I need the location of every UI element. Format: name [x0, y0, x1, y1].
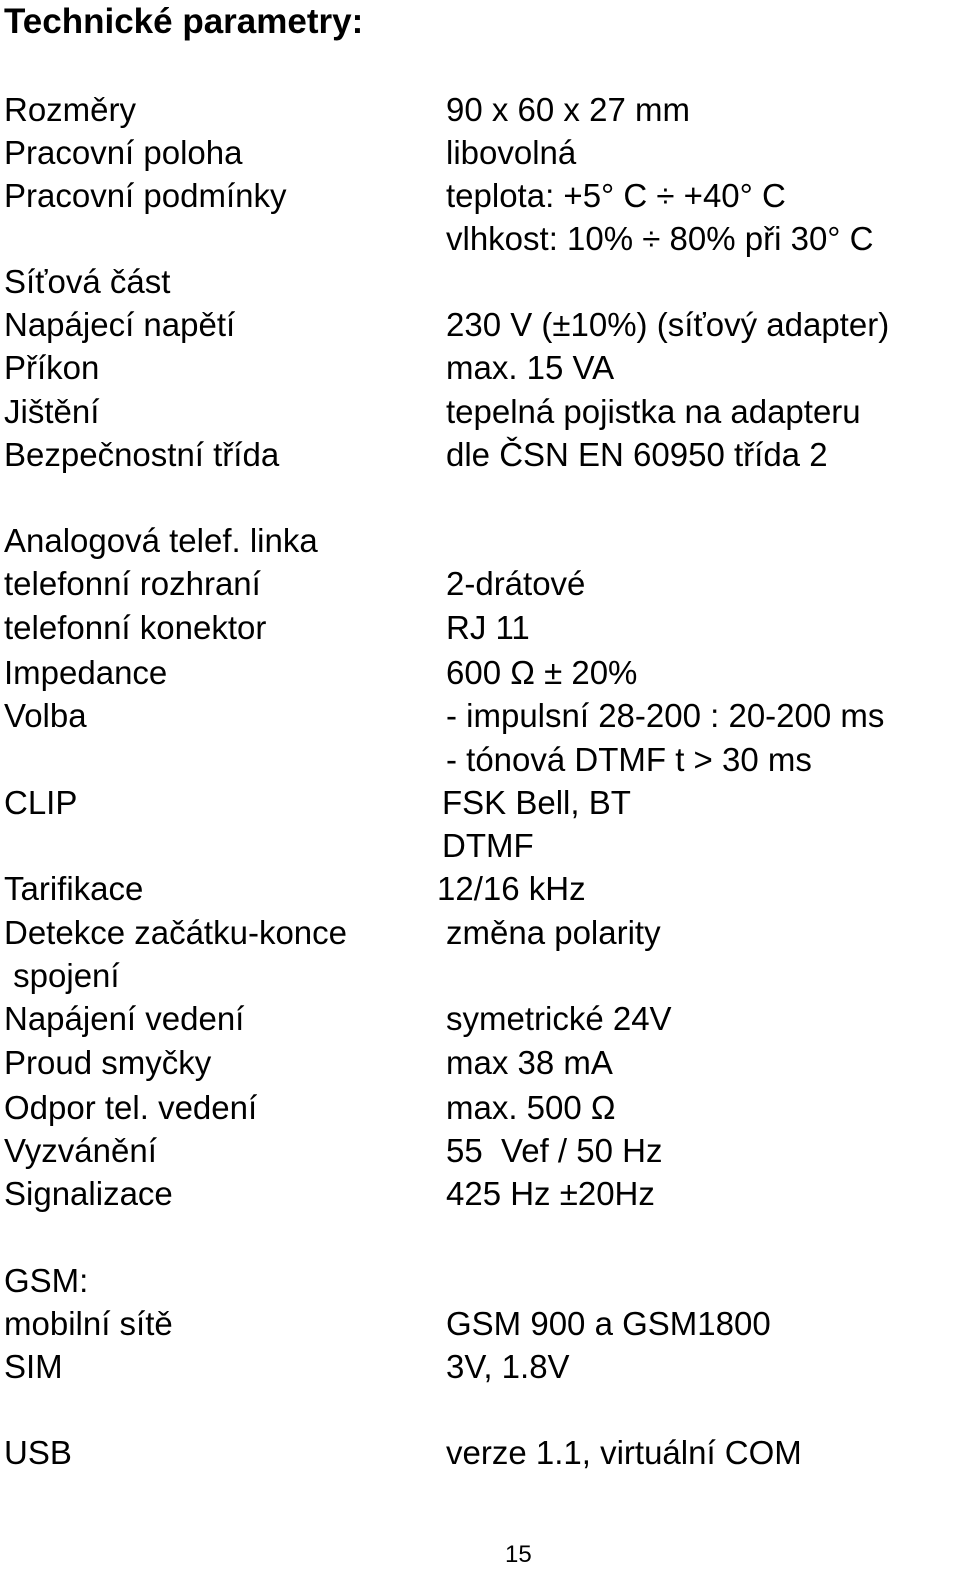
spec-value-mobile-networks: GSM 900 a GSM1800: [446, 1305, 771, 1342]
spec-label-call-detection-cont: spojení: [4, 957, 120, 994]
spec-value-ringing: 55 Vef / 50 Hz: [446, 1132, 663, 1169]
spec-label-metering: Tarifikace: [4, 870, 144, 907]
spec-label-line-resistance: Odpor tel. vedení: [4, 1089, 258, 1126]
spec-value-loop-current: max 38 mA: [446, 1044, 613, 1081]
spec-value-operating-position: libovolná: [446, 134, 577, 171]
spec-label-usb: USB: [4, 1434, 72, 1471]
spec-label-operating-position: Pracovní poloha: [4, 134, 243, 171]
spec-label-phone-interface: telefonní rozhraní: [4, 565, 261, 602]
spec-value-dimensions: 90 x 60 x 27 mm: [446, 91, 690, 128]
section-heading-gsm: GSM:: [4, 1262, 89, 1299]
spec-value-line-resistance: max. 500 Ω: [446, 1089, 616, 1126]
spec-label-clip: CLIP: [4, 784, 78, 821]
spec-value-input-power: max. 15 VA: [446, 349, 615, 386]
spec-label-sim: SIM: [4, 1348, 63, 1385]
spec-label-operating-conditions: Pracovní podmínky: [4, 177, 287, 214]
spec-label-phone-connector: telefonní konektor: [4, 609, 267, 646]
spec-value-metering: 12/16 kHz: [437, 870, 586, 907]
spec-label-dimensions: Rozměry: [4, 91, 137, 128]
spec-label-fuse: Jištění: [4, 393, 100, 430]
spec-label-input-power: Příkon: [4, 349, 100, 386]
spec-value-call-detection: změna polarity: [446, 914, 661, 951]
spec-label-ringing: Vyzvánění: [4, 1132, 157, 1169]
page-title: Technické parametry:: [4, 2, 364, 41]
spec-value-sim: 3V, 1.8V: [446, 1348, 570, 1385]
spec-value-safety-class: dle ČSN EN 60950 třída 2: [446, 436, 828, 473]
spec-value-humidity: vlhkost: 10% ÷ 80% při 30° C: [446, 220, 874, 257]
section-heading-analog-line: Analogová telef. linka: [4, 522, 318, 559]
spec-label-impedance: Impedance: [4, 654, 168, 691]
spec-value-signaling: 425 Hz ±20Hz: [446, 1175, 655, 1212]
spec-value-phone-interface: 2-drátové: [446, 565, 586, 602]
spec-value-clip-fsk: FSK Bell, BT: [442, 784, 631, 821]
spec-value-supply-voltage: 230 V (±10%) (síťový adapter): [446, 306, 890, 343]
spec-value-line-power: symetrické 24V: [446, 1000, 672, 1037]
spec-label-line-power: Napájení vedení: [4, 1000, 245, 1037]
spec-label-supply-voltage: Napájecí napětí: [4, 306, 236, 343]
spec-value-dialing-pulse: - impulsní 28-200 : 20-200 ms: [446, 697, 885, 734]
spec-value-phone-connector: RJ 11: [446, 609, 530, 646]
page-number: 15: [505, 1541, 532, 1568]
spec-value-impedance: 600 Ω ± 20%: [446, 654, 638, 691]
spec-value-temperature: teplota: +5° C ÷ +40° C: [446, 177, 786, 214]
spec-label-dialing: Volba: [4, 697, 87, 734]
spec-label-signaling: Signalizace: [4, 1175, 173, 1212]
spec-value-dialing-tone: - tónová DTMF t > 30 ms: [446, 741, 812, 778]
section-heading-power: Síťová část: [4, 263, 171, 300]
spec-label-call-detection: Detekce začátku-konce: [4, 914, 348, 951]
spec-value-clip-dtmf: DTMF: [442, 827, 534, 864]
spec-label-safety-class: Bezpečnostní třída: [4, 436, 280, 473]
spec-value-usb: verze 1.1, virtuální COM: [446, 1434, 802, 1471]
spec-label-mobile-networks: mobilní sítě: [4, 1305, 173, 1342]
spec-label-loop-current: Proud smyčky: [4, 1044, 212, 1081]
spec-value-fuse: tepelná pojistka na adapteru: [446, 393, 861, 430]
